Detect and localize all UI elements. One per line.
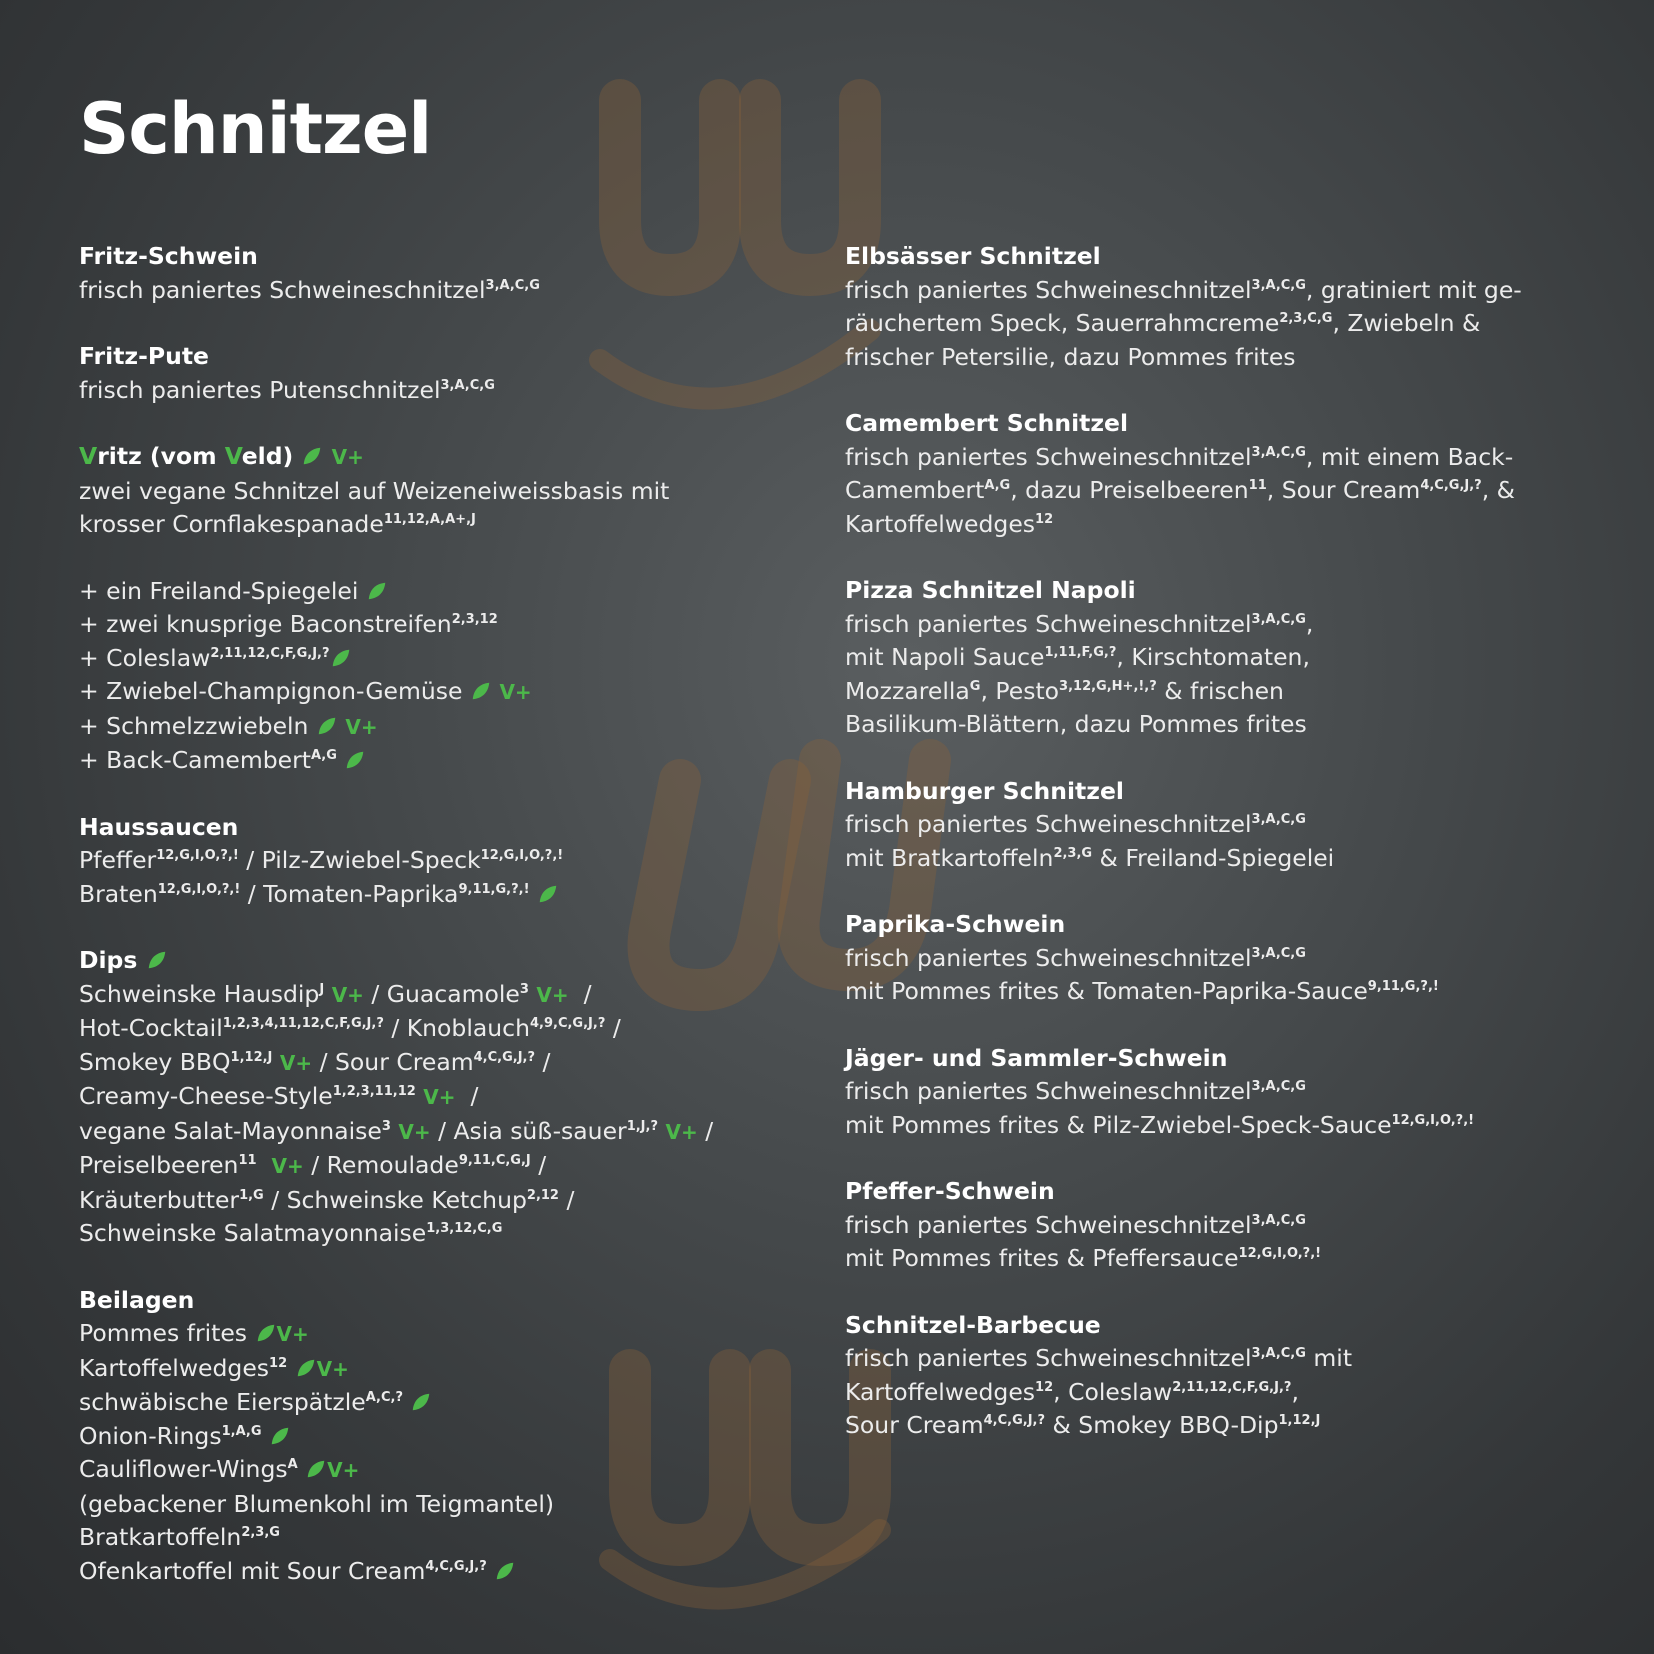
side-item: Ofenkartoffel mit Sour Cream$^{4,C,G,J,?}$	[79, 1555, 799, 1589]
leaf-icon	[316, 715, 338, 737]
dish-name: Jäger- und Sammler-Schwein	[845, 1043, 1228, 1072]
leaf-icon	[470, 680, 492, 702]
dish-name: Camembert Schnitzel	[845, 409, 1129, 437]
dish-description: Kartoffelwedges$^{12}$	[845, 509, 1054, 538]
section-title: Beilagen	[79, 1285, 195, 1314]
sauce-list: Pfeffer$^{12,G,I,O,?,!}$ / Pilz-Zwiebel-Speck$^{12,G,I,O,?,!}$	[79, 846, 564, 874]
dish-name: Elbsässer Schnitzel	[845, 242, 1101, 270]
addon-item: + Coleslaw$^{2,11,12,C,F,G,J,?}$	[79, 642, 799, 676]
dish-description: Kartoffelwedges$^{12}$, Coleslaw$^{2,11,12,C,F,G,J,?}$,	[845, 1377, 1299, 1406]
side-item: Bratkartoffeln$^{2,3,G}$	[79, 1523, 280, 1551]
dish-description: Camembert$^{A,G}$, dazu Preiselbeeren$^{11}$, Sour Cream$^{4,C,G,J,?}$, &	[845, 476, 1515, 504]
leaf-icon	[494, 1560, 516, 1582]
leaf-icon	[410, 1391, 432, 1413]
dish-description: räuchertem Speck, Sauerrahmcreme$^{2,3,C,G}$, Zwiebeln &	[845, 309, 1481, 337]
leaf-icon	[305, 1458, 327, 1480]
leaf-icon	[537, 883, 559, 905]
section-title: Dips	[79, 944, 799, 978]
addon-item: + ein Freiland-Spiegelei	[79, 575, 799, 609]
dish-description: frisch paniertes Schweineschnitzel$^{3,A,C,G}$	[845, 810, 1306, 838]
dish-description: mit Pommes frites & Pfeffersauce$^{12,G,I,O,?,!}$	[845, 1244, 1322, 1272]
dish-name: Fritz-Schwein	[79, 242, 258, 270]
dish-description: mit Pommes frites & Tomaten-Paprika-Sauce$^{9,11,G,?,!}$	[845, 977, 1439, 1005]
dip-list: vegane Salat-Mayonnaise$^3$ V+ / Asia süß-sauer$^{1,J,?}$ V+ /	[79, 1116, 714, 1145]
leaf-icon	[295, 1357, 317, 1379]
dish-description: frisch paniertes Schweineschnitzel$^{3,A,C,G}$ mit	[845, 1344, 1353, 1372]
dish-description: frisch paniertes Schweineschnitzel$^{3,A,C,G}$, gratiniert mit ge-	[845, 275, 1522, 304]
dish-description: frisch paniertes Schweineschnitzel$^{3,A,C,G}$,	[845, 609, 1314, 638]
dip-list: Smokey $BBQ^{1,12,J}$ V+ / Sour Cream$^{4,C,G,J,?}$ /	[79, 1047, 551, 1076]
side-item: schwäbische Eierspätzle$^{A,C,?}$	[79, 1386, 799, 1420]
dip-list: Kräuterbutter$^{1,G}$ / Schweinske Ketchup$^{2,12}$ /	[79, 1185, 575, 1214]
addon-item: + Back-Camembert$^{A,G}$	[79, 744, 799, 778]
dish-description: mit Napoli Sauce$^{1,11,F,G,?}$, Kirschtomaten,	[845, 643, 1310, 671]
leaf-icon	[146, 949, 168, 971]
side-item: Kartoffelwedges$^{12}$ V+	[79, 1353, 349, 1382]
dip-list: Preiselbeeren$^{11}$ V+ / Remoulade$^{9,11,C,G,J}$ /	[79, 1151, 547, 1179]
addon-item: + Zwiebel-Champignon-Gemüse V+	[79, 677, 532, 705]
dip-list: Hot-Cocktail$^{1,2,3,4,11,12,C,F,G,J,?}$ / Knoblauch$^{4,9,C,G,J,?}$ /	[79, 1014, 621, 1042]
dish-description: frisch paniertes Schweineschnitzel$^{3,A,C,G}$, mit einem Back-	[845, 442, 1514, 471]
right-column	[845, 240, 1635, 1443]
dish-name: Schnitzel-Barbecue	[845, 1310, 1101, 1339]
dish-description: zwei vegane Schnitzel auf Weizeneiweissbasis mit	[79, 476, 670, 505]
dish-name: Fritz-Pute	[79, 342, 209, 370]
dip-list: Schweinske Salatmayonnaise$^{1,3,12,C,G}$	[79, 1219, 503, 1247]
left-column	[79, 240, 799, 1588]
dish-description: Basilikum-Blättern, dazu Pommes frites	[845, 710, 1307, 738]
dish-description: mit Pommes frites & Pilz-Zwiebel-Speck-Sauce$^{12,G,I,O,?,!}$	[845, 1110, 1475, 1139]
side-item: Cauliflower-Wings$^A$ V+	[79, 1455, 360, 1483]
leaf-icon	[255, 1322, 277, 1344]
side-item: (gebackener Blumenkohl im Teigmantel)	[79, 1489, 555, 1518]
dish-description: frisch paniertes Schweineschnitzel$^{3,A,C,G}$	[845, 943, 1306, 972]
dish-description: frisch paniertes Schweineschnitzel$^{3,A,C,G}$	[79, 275, 540, 304]
dish-description: frisch paniertes Schweineschnitzel$^{3,A,C,G}$	[845, 1077, 1306, 1105]
dish-name: Pfeffer-Schwein	[845, 1177, 1055, 1205]
dip-list: Creamy-Cheese-Style$^{1,2,3,11,12}$ V+ /	[79, 1082, 479, 1110]
dish-description: frischer Petersilie, dazu Pommes frites	[845, 342, 1296, 371]
addon-item: + Schmelzzwiebeln V+	[79, 711, 378, 740]
dish-name: Vritz (vom Veld) V+	[79, 442, 364, 470]
leaf-icon	[269, 1425, 291, 1447]
dip-list: Schweinske Hausdip$^J$ V+ / Guacamole$^3$ V+ /	[79, 979, 592, 1008]
page-title: Schnitzel	[79, 88, 432, 170]
dish-name: Pizza Schnitzel Napoli	[845, 576, 1136, 604]
leaf-icon	[330, 647, 352, 669]
side-item: Onion-Rings$^{1,A,G}$	[79, 1420, 799, 1454]
dish-description: Sour Cream$^{4,C,G,J,?}$ & Smokey BBQ-Dip$^{1,12,J}$	[845, 1411, 1321, 1439]
addon-item: + zwei knusprige Baconstreifen$^{2,3,12}$	[79, 610, 498, 638]
sauce-list: Braten$^{12,G,I,O,?,!}$ / Tomaten-Paprika$^{9,11,G,?,!}$	[79, 878, 799, 912]
dish-description: krosser Cornflakespanade$^{11,12,A,A+,J}$	[79, 510, 476, 538]
side-item: Pommes frites V+	[79, 1319, 309, 1347]
dish-description: mit Bratkartoffeln$^{2,3,G}$ & Freiland-Spiegelei	[845, 843, 1335, 872]
leaf-icon	[344, 749, 366, 771]
dish-description: frisch paniertes Putenschnitzel$^{3,A,C,G}$	[79, 375, 495, 404]
leaf-icon	[301, 445, 323, 467]
dish-name: Hamburger Schnitzel	[845, 776, 1124, 805]
dish-description: Mozzarella$^G$, Pesto$^{3,12,G,H+,!,?}$ & frischen	[845, 676, 1284, 705]
leaf-icon	[366, 580, 388, 602]
section-title: Haussaucen	[79, 812, 239, 841]
dish-description: frisch paniertes Schweineschnitzel$^{3,A,C,G}$	[845, 1210, 1306, 1239]
dish-name: Paprika-Schwein	[845, 910, 1066, 938]
